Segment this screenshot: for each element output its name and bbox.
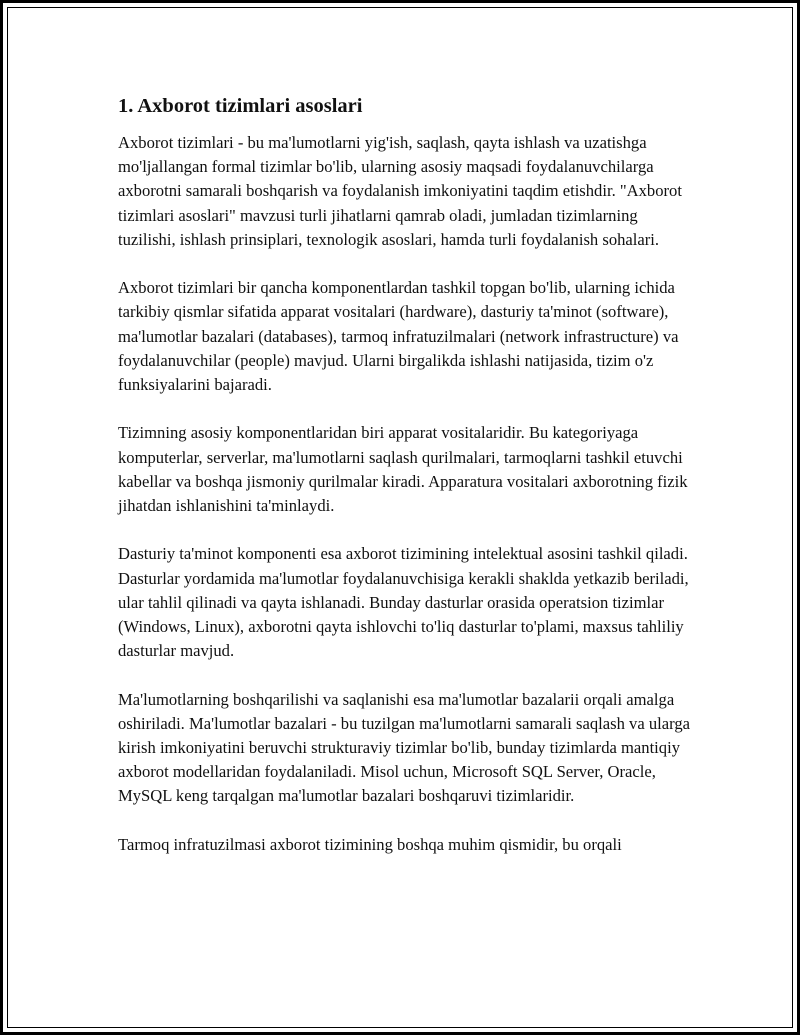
document-body <box>118 91 698 881</box>
paragraph-intro: Axborot tizimlari - bu ma'lumotlarni yig'ish, saqlash, qayta ishlash va uzatishga mo'ljallangan formal tizimlar bo'lib, ularning asosiy maqsadi foydalanuvchilarga axborotni samarali boshqarish va foydalanish imkoniyatini taqdim etishdir. "Axborot tizimlari asoslari" mavzusi turli jihatlarni qamrab oladi, jumladan tizimlarning tuzilishi, ishlash prinsiplari, texnologik asoslari, hamda turli foydalanish sohalari. <box>118 133 682 249</box>
paragraph-network: Tarmoq infratuzilmasi axborot tizimining boshqa muhim qismidir, bu orqali <box>118 834 622 854</box>
paragraph-databases: Ma'lumotlarning boshqarilishi va saqlanishi esa ma'lumotlar bazalarii orqali amalga oshiriladi. Ma'lumotlar bazalari - bu tuzilgan ma'lumotlarni samarali saqlash va ularga kirish imkoniyatini beruvchi strukturaviy tizimlar bo'lib, bunday tizimlarda mantiqiy axborot modellaridan foydalaniladi. Misol uchun, Microsoft SQL Server, Oracle, MySQL keng tarqalgan ma'lumotlar bazalari boshqaruvi tizimlaridir. <box>118 689 690 806</box>
paragraph-hardware: Tizimning asosiy komponentlaridan biri apparat vositalaridir. Bu kategoriyaga komputerlar, serverlar, ma'lumotlarni saqlash qurilmalari, tarmoqlarni tashkil etuvchi kabellar va boshqa jismoniy qurilmalar kiradi. Apparatura vositalari axborotning fizik jihatdan ishlanishini ta'minlaydi. <box>118 423 688 516</box>
section-heading: 1. Axborot tizimlari asoslari <box>118 95 363 117</box>
paragraph-software: Dasturiy ta'minot komponenti esa axborot tizimining intelektual asosini tashkil qiladi. Dasturlar yordamida ma'lumotlar foydalanuvchisiga kerakli shaklda yetkazib beriladi, ular tahlil qilinadi va qayta ishlanadi. Bunday dasturlar orasida operatsion tizimlar (Windows, Linux), axborotni qayta ishlovchi to'liq dasturlar to'plami, maxsus tahliliy dasturlar mavjud. <box>118 544 689 661</box>
paragraph-components: Axborot tizimlari bir qancha komponentlardan tashkil topgan bo'lib, ularning ichida tarkibiy qismlar sifatida apparat vositalari (hardware), dasturiy ta'minot (software), ma'lumotlar bazalari (databases), tarmoq infratuzilmalari (network infrastructure) va foydalanuvchilar (people) mavjud. Ularni birgalikda ishlashi natijasida, tizim o'z funksiyalarini bajaradi. <box>118 278 679 395</box>
